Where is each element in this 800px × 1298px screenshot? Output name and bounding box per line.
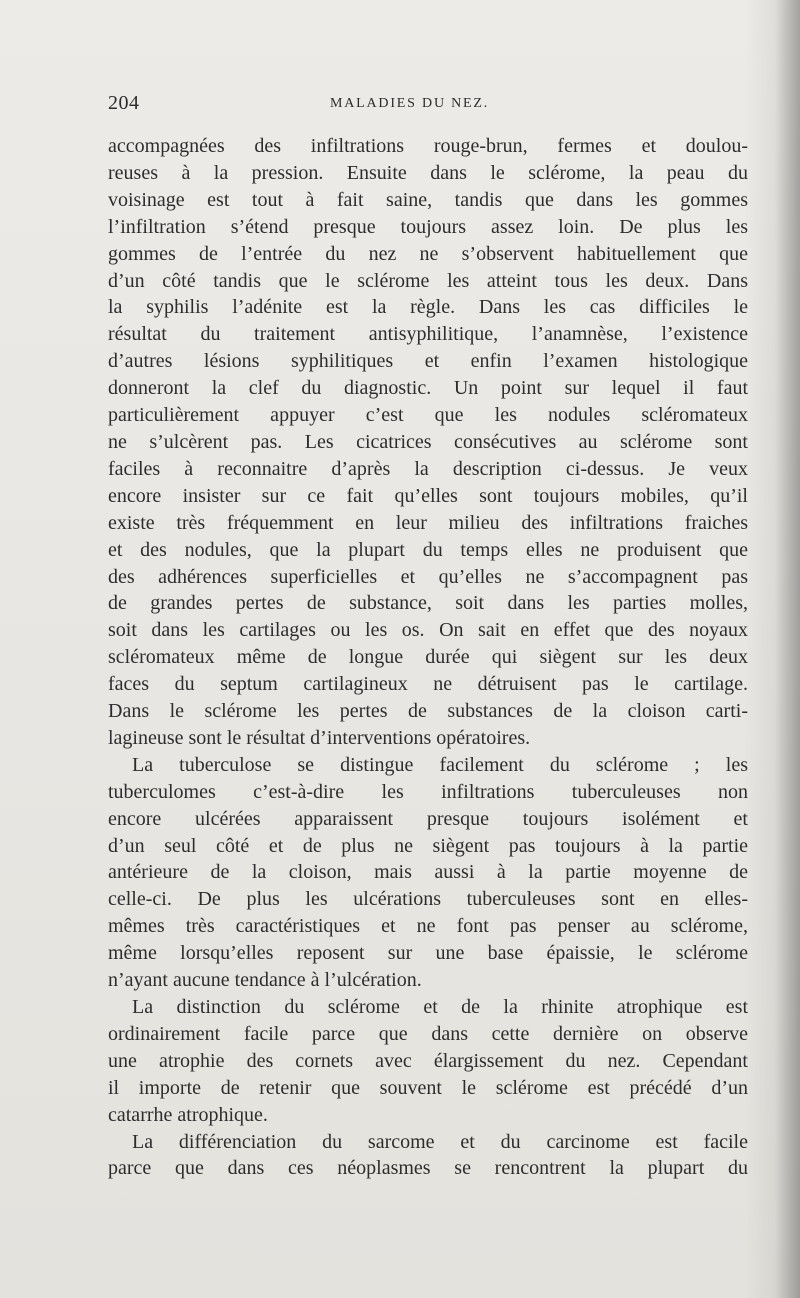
text-line: existe très fréquemment en leur milieu des infiltrations fraiches [108, 511, 748, 534]
text-line: encore ulcérées apparaissent presque toujours isolément et [108, 807, 748, 830]
page-number: 204 [108, 92, 140, 114]
text-line: résultat du traitement antisyphilitique, l’anamnèse, l’existence [108, 323, 748, 346]
text-line: celle-ci. De plus les ulcérations tuberculeuses sont en elles- [108, 888, 748, 911]
page-edge-shadow [774, 0, 800, 1298]
body-text [108, 133, 748, 1182]
text-line: ne s’ulcèrent pas. Les cicatrices consécutives au sclérome sont [108, 430, 748, 453]
text-line: encore insister sur ce fait qu’elles sont toujours mobiles, qu’il [108, 484, 748, 507]
text-line: mêmes très caractéristiques et ne font pas penser au sclérome, [108, 915, 748, 938]
paragraph-1 [108, 133, 748, 752]
text-line: lagineuse sont le résultat d’interventions opératoires. [108, 726, 531, 749]
text-line: catarrhe atrophique. [108, 1103, 268, 1126]
text-line: particulièrement appuyer c’est que les nodules scléromateux [108, 404, 748, 427]
text-line: gommes de l’entrée du nez ne s’observent habituellement que [108, 242, 748, 265]
text-line: La distinction du sclérome et de la rhinite atrophique est [132, 996, 748, 1018]
text-line: parce que dans ces néoplasmes se rencontrent la plupart du [108, 1157, 748, 1180]
text-line: scléromateux même de longue durée qui siègent sur les deux [108, 646, 748, 669]
text-line: l’infiltration s’étend presque toujours assez loin. De plus les [108, 215, 748, 238]
paragraph-3 [108, 994, 748, 1129]
text-line: des adhérences superficielles et qu’elles ne s’accompagnent pas [108, 565, 748, 588]
text-line: La tuberculose se distingue facilement du sclérome ; les [132, 753, 748, 776]
text-line: accompagnées des infiltrations rouge-brun, fermes et doulou- [108, 135, 748, 157]
text-line: reuses à la pression. Ensuite dans le sclérome, la peau du [108, 161, 748, 184]
paragraph-4 [108, 1129, 748, 1183]
running-head: MALADIES DU NEZ. [330, 96, 490, 111]
text-line: Dans le sclérome les pertes de substances de la cloison carti- [108, 700, 748, 723]
text-line: ordinairement facile parce que dans cette dernière on observe [108, 1022, 748, 1045]
text-line: et des nodules, que la plupart du temps elles ne produisent que [108, 538, 748, 561]
text-line: même lorsqu’elles reposent sur une base épaissie, le sclérome [108, 942, 748, 965]
text-line: voisinage est tout à fait saine, tandis que dans les gommes [108, 188, 748, 211]
text-line: d’un côté tandis que le sclérome les atteint tous les deux. Dans [108, 269, 748, 292]
text-line: faces du septum cartilagineux ne détruisent pas le cartilage. [108, 673, 748, 696]
paragraph-2 [108, 752, 748, 994]
text-line: d’un seul côté et de plus ne siègent pas toujours à la partie [108, 834, 748, 857]
text-line: il importe de retenir que souvent le sclérome est précédé d’un [108, 1076, 748, 1099]
page-header [108, 92, 748, 116]
text-line: une atrophie des cornets avec élargissement du nez. Cependant [108, 1049, 748, 1072]
text-line: de grandes pertes de substance, soit dans les parties molles, [108, 592, 748, 615]
text-line: donneront la clef du diagnostic. Un point sur lequel il faut [108, 377, 748, 400]
text-line: n’ayant aucune tendance à l’ulcération. [108, 969, 422, 992]
text-line: faciles à reconnaitre d’après la description ci-dessus. Je veux [108, 457, 748, 480]
text-line: soit dans les cartilages ou les os. On sait en effet que des noyaux [108, 619, 748, 642]
text-line: antérieure de la cloison, mais aussi à la partie moyenne de [108, 861, 748, 884]
text-line: La différenciation du sarcome et du carcinome est facile [132, 1130, 748, 1153]
text-line: la syphilis l’adénite est la règle. Dans les cas difficiles le [108, 296, 748, 319]
text-line: d’autres lésions syphilitiques et enfin l’examen histologique [108, 350, 748, 373]
text-line: tuberculomes c’est-à-dire les infiltrations tuberculeuses non [108, 780, 748, 803]
